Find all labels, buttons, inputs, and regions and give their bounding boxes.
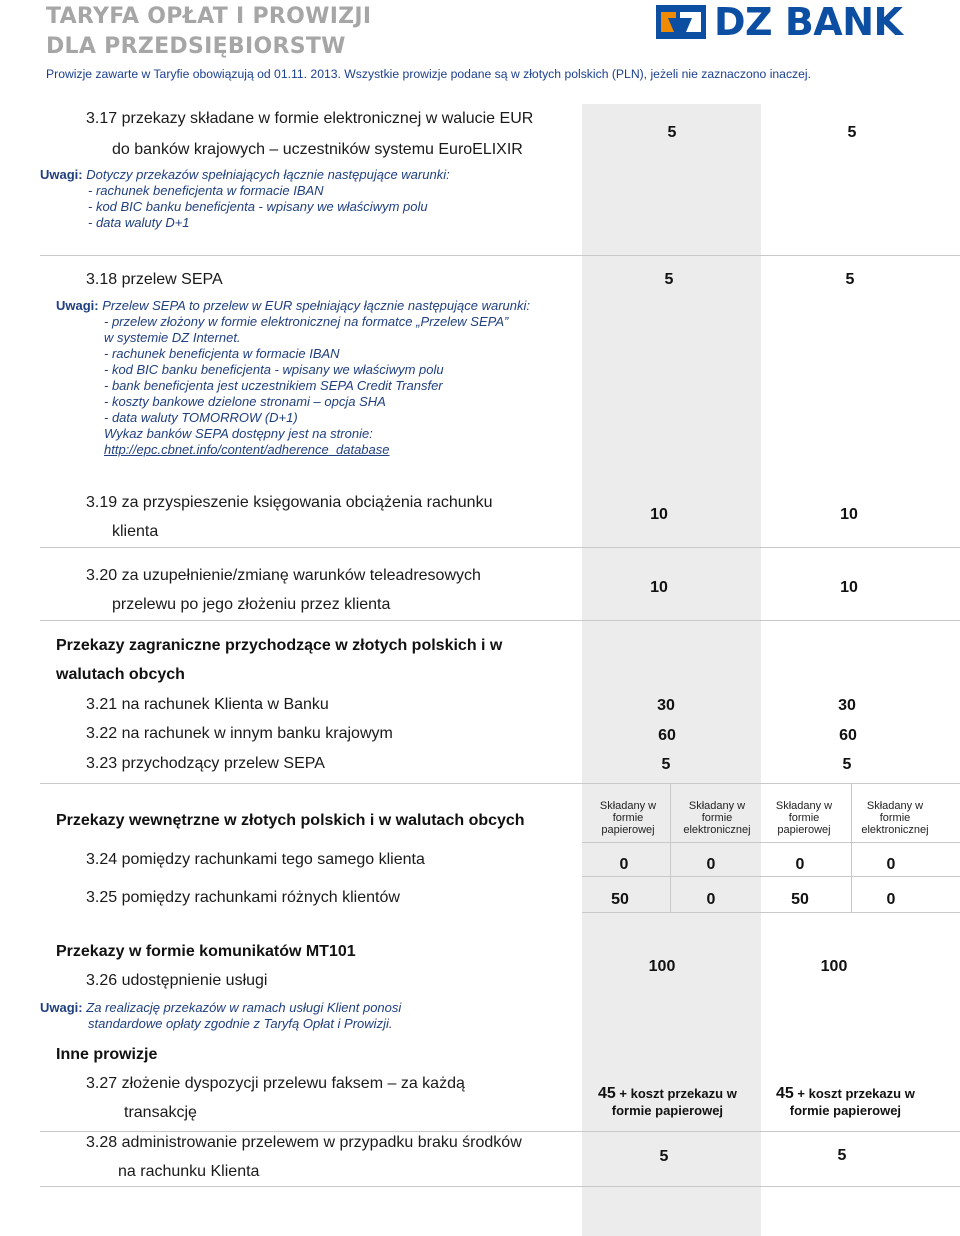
fee-amount: 45 [776,1085,794,1102]
item-3-27-title: 3.27 złożenie dyspozycji przelewu faksem – za każdą [86,1075,465,1092]
item-3-23-fee-2: 5 [842,756,852,773]
item-3-19-title-line2: klienta [112,523,159,540]
item-3-28-fee-1: 5 [659,1148,669,1165]
item-3-22-fee-2: 60 [839,727,857,744]
note-line: - przelew złożony w formie elektronicznej na formatce „Przelew SEPA” [104,314,509,329]
item-3-21-fee-1: 30 [657,697,675,714]
item-3-18-note [56,298,530,314]
sepa-banks-link[interactable]: http://epc.cbnet.info/content/adherence_database [104,442,390,457]
logo-text: DZ BANK [714,0,903,44]
column-header-line: formie [788,812,820,824]
item-3-21-title: 3.21 na rachunek Klienta w Banku [86,696,329,713]
fee-text: + koszt przekazu w [615,1086,737,1101]
item-3-23-title: 3.23 przychodzący przelew SEPA [86,755,325,772]
item-3-17-title-line2: do banków krajowych – uczestników systemu EuroELIXIR [112,141,523,158]
divider [582,842,960,843]
column-header-line: elektronicznej [683,824,751,836]
note-line: Za realizację przekazów w ramach usługi Klient ponosi [86,1000,402,1015]
item-3-26-title: 3.26 udostępnienie usługi [86,972,268,989]
item-3-18-fee-2: 5 [845,271,855,288]
column-header-line: formie [879,812,911,824]
item-3-24-fee-2: 0 [706,856,716,873]
column-header-line: Składany w [866,800,924,812]
fee-text-line2: formie papierowej [611,1103,724,1118]
divider [40,1186,960,1187]
note-label: Uwagi: [56,298,99,313]
column-header-line: elektronicznej [861,824,929,836]
divider [40,783,960,784]
divider [40,547,960,548]
page-subtitle: Prowizje zawarte w Taryfie obowiązują od 01.11. 2013. Wszystkie prowizje podane są w złotych polskich (PLN), jeżeli nie zaznaczono inaczej. [46,67,812,81]
note-line: standardowe opłaty zgodnie z Taryfą Opłat i Prowizji. [88,1016,393,1031]
mt101-note [40,1000,401,1016]
column-header-line: Składany w [599,800,657,812]
note-line: Dotyczy przekazów spełniających łącznie następujące warunki: [86,167,450,182]
item-3-24-fee-3: 0 [795,856,805,873]
item-3-26-fee-1: 100 [648,958,676,975]
divider [40,620,960,621]
note-line: - rachunek beneficjenta w formacie IBAN [104,346,340,361]
item-3-28-title-line2: na rachunku Klienta [118,1163,260,1180]
section-incoming-title: Przekazy zagraniczne przychodzące w złotych polskich i w [56,637,503,654]
item-3-22-title: 3.22 na rachunek w innym banku krajowym [86,725,393,742]
note-line: - rachunek beneficjenta w formacie IBAN [88,183,324,198]
item-3-24-fee-1: 0 [619,856,629,873]
note-line: w systemie DZ Internet. [104,330,241,345]
item-3-19-fee-1: 10 [650,506,668,523]
column-header-line: Składany w [775,800,833,812]
divider [40,255,960,256]
item-3-21-fee-2: 30 [838,697,856,714]
item-3-17-title: 3.17 przekazy składane w formie elektronicznej w walucie EUR [86,110,534,127]
section-incoming-title-line2: walutach obcych [56,666,185,683]
item-3-17-fee-2: 5 [847,124,857,141]
item-3-22-fee-1: 60 [658,727,676,744]
item-3-27-fee-1 [598,1085,737,1119]
item-3-24-fee-4: 0 [886,856,896,873]
note-line: - data waluty D+1 [88,215,190,230]
sepa-link-wrapper [104,442,390,458]
column-header-paper [588,800,668,836]
item-3-17-fee-1: 5 [667,124,677,141]
column-header-line: papierowej [601,824,655,836]
item-3-20-title: 3.20 za uzupełnienie/zmianę warunków teleadresowych [86,567,481,584]
note-line: - kod BIC banku beneficjenta - wpisany we właściwym polu [88,199,428,214]
column-header-line: Składany w [688,800,746,812]
item-3-25-fee-2: 0 [706,891,716,908]
dz-bank-logo-icon [656,5,706,39]
column-header-electronic [677,800,757,836]
column-header-line: formie [612,812,644,824]
dz-bank-logo [656,0,903,44]
item-3-19-title: 3.19 za przyspieszenie księgowania obciążenia rachunku [86,494,493,511]
fee-text-line2: formie papierowej [789,1103,902,1118]
note-line: - kod BIC banku beneficjenta - wpisany we właściwym polu [104,362,444,377]
note-line: - koszty bankowe dzielone stronami – opcja SHA [104,394,386,409]
note-line: Przelew SEPA to przelew w EUR spełniający łącznie następujące warunki: [102,298,530,313]
item-3-27-fee-2 [776,1085,915,1119]
divider [582,876,960,877]
item-3-19-fee-2: 10 [840,506,858,523]
item-3-28-fee-2: 5 [837,1147,847,1164]
divider [582,912,960,913]
item-3-20-title-line2: przelewu po jego złożeniu przez klienta [112,596,391,613]
note-label: Uwagi: [40,167,83,182]
item-3-18-title: 3.18 przelew SEPA [86,271,223,288]
column-header-electronic [855,800,935,836]
page-title-line2: DLA PRZEDSIĘBIORSTW [46,34,346,59]
item-3-23-fee-1: 5 [661,756,671,773]
section-other-title: Inne prowizje [56,1046,158,1063]
column-header-paper [764,800,844,836]
note-line: Wykaz banków SEPA dostępny jest na stronie: [104,426,373,441]
item-3-26-fee-2: 100 [820,958,848,975]
item-3-25-fee-4: 0 [886,891,896,908]
fee-text: + koszt przekazu w [793,1086,915,1101]
item-3-20-fee-1: 10 [650,579,668,596]
fee-amount: 45 [598,1085,616,1102]
column-header-line: papierowej [777,824,831,836]
item-3-20-fee-2: 10 [840,579,858,596]
item-3-25-fee-1: 50 [611,891,629,908]
item-3-28-title: 3.28 administrowanie przelewem w przypadku braku środków [86,1134,522,1151]
page-title: TARYFA OPŁAT I PROWIZJI [46,4,372,29]
item-3-18-fee-1: 5 [664,271,674,288]
item-3-24-title: 3.24 pomiędzy rachunkami tego samego klienta [86,851,425,868]
note-line: - bank beneficjenta jest uczestnikiem SEPA Credit Transfer [104,378,443,393]
item-3-17-note [40,167,450,183]
note-label: Uwagi: [40,1000,83,1015]
column-header-line: formie [701,812,733,824]
divider [40,1131,960,1132]
section-internal-title: Przekazy wewnętrzne w złotych polskich i w walutach obcych [56,812,525,829]
note-line: - data waluty TOMORROW (D+1) [104,410,298,425]
section-mt101-title: Przekazy w formie komunikatów MT101 [56,943,356,960]
item-3-25-title: 3.25 pomiędzy rachunkami różnych klientów [86,889,400,906]
item-3-27-title-line2: transakcję [124,1104,197,1121]
item-3-25-fee-3: 50 [791,891,809,908]
